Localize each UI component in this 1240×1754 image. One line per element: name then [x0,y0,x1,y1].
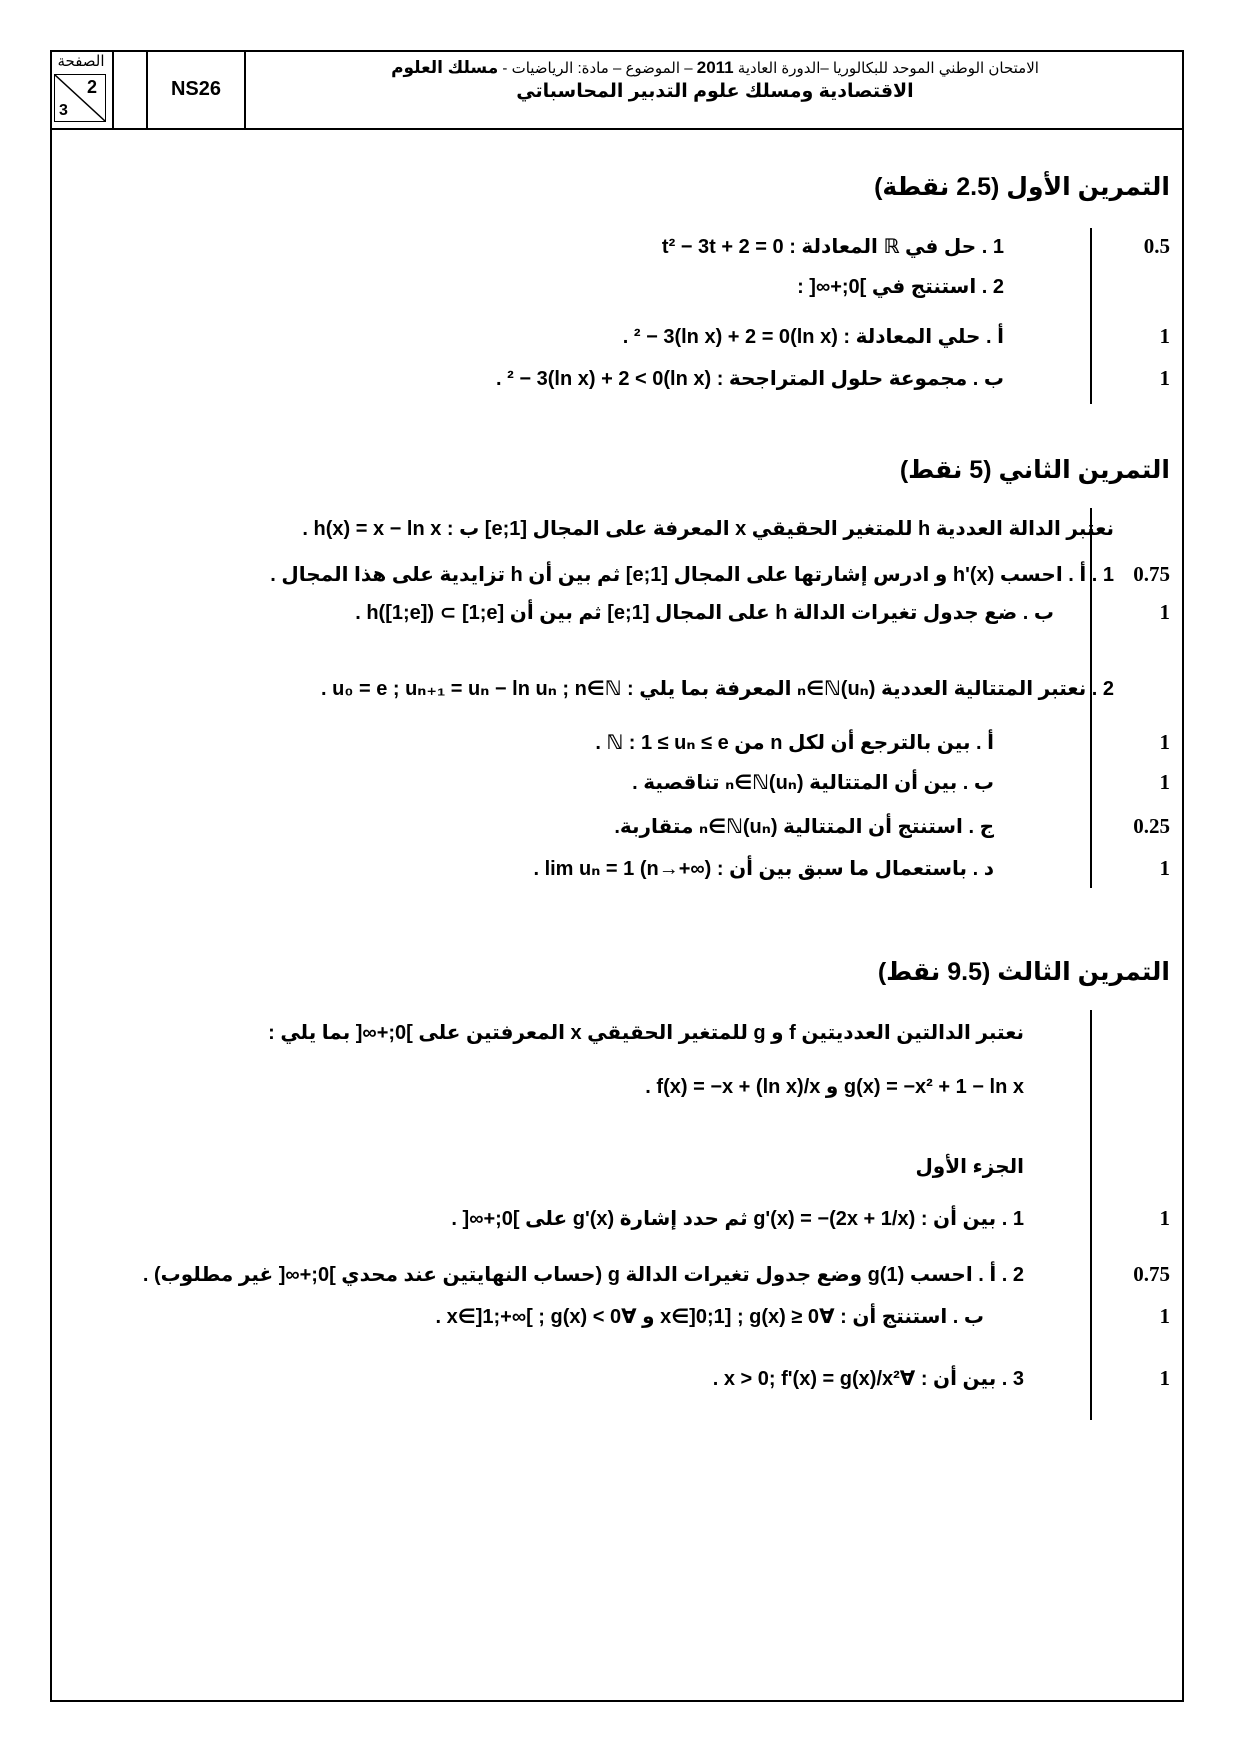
title-year: 2011 [696,58,734,77]
page-num: 2 [86,77,97,97]
ex1-title: التمرين الأول (2.5 نقطة) [874,173,1170,201]
ex3-intro: نعتبر الدالتين العدديتين f و g للمتغير الحقيقي x المعرفتين على ]0;+∞[ بما يلي : [268,1022,1024,1044]
title-line1-post: – الموضوع – مادة: الرياضيات - [502,60,693,77]
ex3-title: التمرين الثالث (9.5 نقط) [877,958,1170,986]
ex3-item: 1 ب . استنتج أن : ∀x∈]0;1] ; g(x) ≥ 0 و ∀x∈]1;+∞[ ; g(x) < 0 . [435,1304,1170,1328]
ex2-item: 2 . نعتبر المتتالية العددية (uₙ)ₙ∈ℕ المعرفة بما يلي : u₀ = e ; uₙ₊₁ = uₙ − ln uₙ ; n∈ℕ . [321,678,1114,700]
page-total: 3 [59,102,68,119]
ex2-intro: نعتبر الدالة العددية h للمتغير الحقيقي x المعرفة على المجال [1;e] ب : h(x) = x − ln x . [302,518,1114,540]
exam-code: NS26 [146,50,246,128]
ex2-item: 0.75 1 . أ . احسب h'(x) و ادرس إشارتها على المجال [1;e] ثم بين أن h تزايدية على هذا المجال . [270,562,1170,586]
ex3-item: 1 1 . بين أن : g'(x) = −(2x + 1/x) ثم حدد إشارة g'(x) على ]0;+∞[ . [451,1206,1170,1230]
ex2-item: 0.25 ج . استنتج أن المتتالية (uₙ)ₙ∈ℕ متقاربة. [614,814,1170,838]
exam-title [246,50,1184,128]
page-fraction [54,74,106,122]
ex2-item: 1 د . باستعمال ما سبق بين أن : lim uₙ = 1 (n→+∞) . [533,856,1170,880]
ex2-item: 1 ب . بين أن المتتالية (uₙ)ₙ∈ℕ تناقصية . [632,770,1170,794]
ex3-item: 1 3 . بين أن : ∀x > 0; f'(x) = g(x)/x² . [712,1366,1170,1390]
ex1-item: 2 . استنتج في ]0;+∞[ : [797,276,1004,298]
ex3-definitions: g(x) = −x² + 1 − ln x و f(x) = −x + (ln x)/x . [645,1076,1024,1098]
ex2-item: 1 ب . ضع جدول تغيرات الدالة h على المجال [1;e] ثم بين أن h([1;e]) ⊂ [1;e] . [355,600,1170,624]
title-line2: الاقتصادية ومسلك علوم التدبير المحاسباتي [516,81,914,102]
page-label: الصفحة [57,53,105,70]
title-branch: مسلك العلوم [391,58,499,77]
page-number-box [50,50,114,128]
ex3-item: 0.75 2 . أ . احسب g(1) وضع جدول تغيرات الدالة g (حساب النهايتين عند محدي ]0;+∞[ غير مطلوب) . [142,1262,1170,1286]
ex3-part: الجزء الأول [915,1156,1024,1178]
title-line1-pre: الامتحان الوطني الموحد للبكالوريا –الدورة العادية [737,60,1039,77]
ex1-item: 0.5 1 . حل في ℝ المعادلة : t² − 3t + 2 = 0 [661,234,1170,258]
ex2-item: 1 أ . بين بالترجع أن لكل n من ℕ : 1 ≤ uₙ ≤ e . [595,730,1170,754]
ex1-item: 1 ب . مجموعة حلول المتراجحة : (ln x)² − 3(ln x) + 2 < 0 . [496,366,1170,390]
ex2-title: التمرين الثاني (5 نقط) [899,456,1170,484]
exam-header [50,50,1184,130]
ex1-item: 1 أ . حلي المعادلة : (ln x)² − 3(ln x) + 2 = 0 . [622,324,1170,348]
